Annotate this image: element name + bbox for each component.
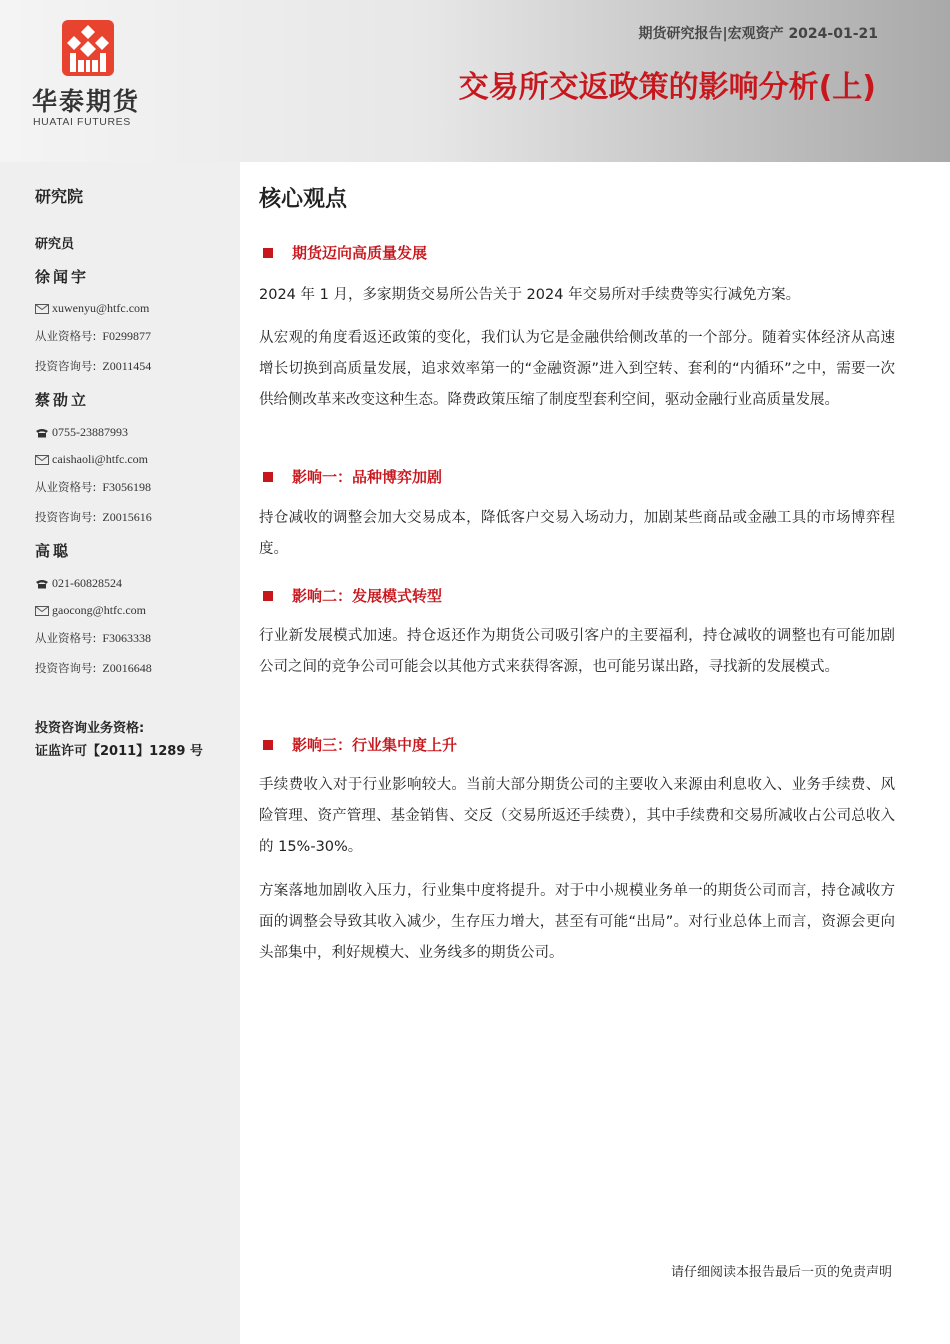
consulting-value: Z0011454 <box>102 359 152 373</box>
consulting-number <box>35 358 151 374</box>
email-text: gaocong@htfc.com <box>52 603 147 617</box>
institute-label: 研究院 <box>35 187 84 206</box>
phone-text: 021-60828524 <box>52 576 122 590</box>
author-sidebar <box>0 162 240 1344</box>
company-logo <box>32 20 152 130</box>
section-title: 影响三：行业集中度上升 <box>292 736 458 754</box>
report-category-date: 期货研究报告|宏观资产 2024-01-21 <box>638 26 878 42</box>
logo-chinese-name: 华泰期货 <box>32 87 141 116</box>
qualification-number <box>35 630 151 646</box>
qualification-number <box>35 328 151 344</box>
researcher-email[interactable] <box>35 301 149 316</box>
consulting-value: Z0015616 <box>102 510 152 524</box>
qualification-value: F3063338 <box>102 631 152 645</box>
section-heading <box>263 466 442 487</box>
researcher-name: 蔡劭立 <box>35 391 90 409</box>
logo-english-name: HUATAI FUTURES <box>33 116 131 128</box>
phone-text: 0755-23887993 <box>52 425 128 439</box>
researcher-phone <box>35 425 128 440</box>
huatai-logo-icon <box>62 20 114 76</box>
paragraph: 手续费收入对于行业影响较大。当前大部分期货公司的主要收入来源由利息收入、业务手续费、风险管理、资产管理、基金销售、交反（交易所返还手续费），其中手续费和交易所减收占公司总收入的 15%-30%。 <box>259 777 895 855</box>
paragraph: 2024 年 1 月，多家期货交易所公告关于 2024 年交易所对手续费等实行减免方案。 <box>259 287 801 303</box>
mail-icon <box>35 304 49 314</box>
license-label: 投资咨询业务资格: <box>35 721 145 736</box>
bullet-square-icon <box>263 472 273 482</box>
section-title: 影响二：发展模式转型 <box>292 587 443 605</box>
bullet-square-icon <box>263 740 273 750</box>
researcher-name: 高聪 <box>35 542 72 560</box>
paragraph: 行业新发展模式加速。持仓返还作为期货公司吸引客户的主要福利，持仓减收的调整也有可能加剧公司之间的竞争公司可能会以其他方式来获得客源，也可能另谋出路，寻找新的发展模式。 <box>259 628 895 675</box>
bullet-square-icon <box>263 248 273 258</box>
consulting-label: 投资咨询号: <box>35 359 97 373</box>
consulting-label: 投资咨询号: <box>35 661 97 675</box>
consulting-label: 投资咨询号: <box>35 510 97 524</box>
researcher-email[interactable] <box>35 603 146 618</box>
license-value: 证监许可【2011】1289 号 <box>35 744 203 759</box>
paragraph: 持仓减收的调整会加大交易成本，降低客户交易入场动力，加剧某些商品或金融工具的市场博弈程度。 <box>259 510 895 557</box>
section-title: 影响一：品种博弈加剧 <box>292 468 443 486</box>
mail-icon <box>35 606 49 616</box>
researcher-role-label: 研究员 <box>35 237 75 252</box>
qualification-label: 从业资格号: <box>35 329 97 343</box>
phone-icon <box>35 579 49 589</box>
paragraph: 方案落地加剧收入压力，行业集中度将提升。对于中小规模业务单一的期货公司而言，持仓减收方面的调整会导致其收入减少，生存压力增大，甚至有可能“出局”。对行业总体上而言，资源会更向头部集中，利好规模大、业务线多的期货公司。 <box>259 883 895 961</box>
researcher-phone <box>35 576 122 591</box>
qualification-label: 从业资格号: <box>35 631 97 645</box>
researcher-name: 徐闻宇 <box>35 268 90 286</box>
bullet-square-icon <box>263 591 273 601</box>
disclaimer-note: 请仔细阅读本报告最后一页的免责声明 <box>670 1265 892 1280</box>
qualification-value: F0299877 <box>102 329 152 343</box>
consulting-value: Z0016648 <box>102 661 152 675</box>
phone-icon <box>35 428 49 438</box>
qualification-number <box>35 479 151 495</box>
paragraph: 从宏观的角度看返还政策的变化，我们认为它是金融供给侧改革的一个部分。随着实体经济从高速增长切换到高质量发展，追求效率第一的“金融资源”进入到空转、套利的“内循环”之中，需要一次供给侧改革来改变这种生态。降费政策压缩了制度型套利空间，驱动金融行业高质量发展。 <box>259 330 895 408</box>
report-title: 交易所交返政策的影响分析(上) <box>458 70 876 105</box>
consulting-number <box>35 660 152 676</box>
email-text: caishaoli@htfc.com <box>52 452 149 466</box>
section-heading <box>263 585 442 606</box>
email-text: xuwenyu@htfc.com <box>52 301 150 315</box>
consulting-number <box>35 509 152 525</box>
section-title: 期货迈向高质量发展 <box>292 244 428 262</box>
section-heading <box>263 734 457 755</box>
core-view-heading: 核心观点 <box>259 187 348 212</box>
mail-icon <box>35 455 49 465</box>
qualification-label: 从业资格号: <box>35 480 97 494</box>
report-header <box>0 0 950 162</box>
section-heading <box>263 242 427 263</box>
qualification-value: F3056198 <box>102 480 152 494</box>
researcher-email[interactable] <box>35 452 148 467</box>
